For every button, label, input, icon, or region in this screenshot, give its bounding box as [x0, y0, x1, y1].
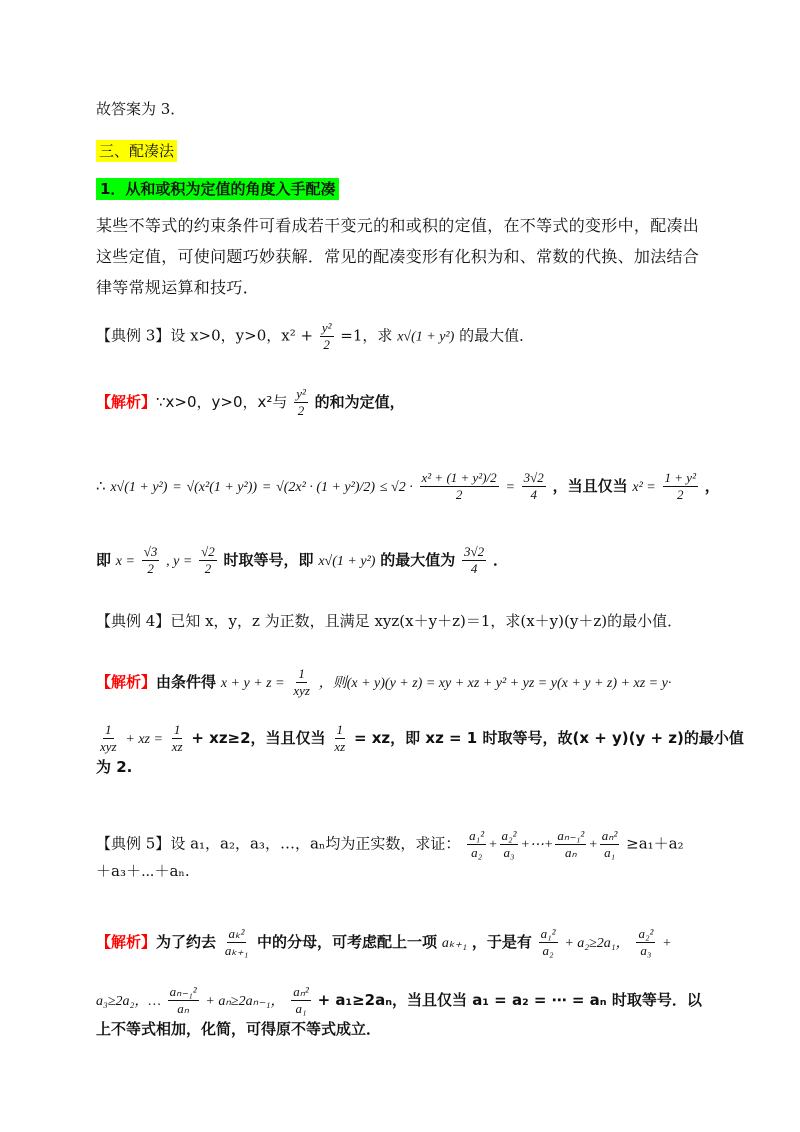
fraction-denominator: a₃	[640, 943, 652, 958]
fraction-1-over-xz	[170, 722, 185, 755]
fraction-numerator: a₁²	[540, 926, 556, 941]
chain-expression-2: √(x²(1 + y²))	[186, 480, 258, 495]
fraction-numerator: x² + (1 + y²)/2	[421, 470, 497, 485]
dots: +⋯+	[520, 837, 554, 853]
fraction-numerator: aₖ²	[228, 926, 245, 941]
fraction-denominator: aₖ₊₁	[224, 943, 249, 958]
condition-lhs: x² =	[632, 480, 656, 495]
example-5-text-b: ≥a₁＋a₂	[626, 834, 684, 853]
fraction-denominator: xyz	[293, 683, 310, 698]
section-heading-text: 三、配凑法	[96, 140, 177, 162]
fraction-denominator: a₂	[471, 845, 483, 860]
fraction-denominator: 2	[455, 487, 463, 502]
fraction-numerator: y²	[296, 386, 306, 401]
example-3-expression: x√(1 + y²)	[397, 329, 455, 345]
period: ．	[492, 551, 508, 569]
solution-4-line-1	[96, 666, 671, 699]
equals-sign: =	[261, 480, 272, 495]
subsection-heading	[96, 178, 339, 200]
fraction-denominator: aₙ	[177, 1001, 189, 1016]
line-2-b: + aₙ≥2aₙ₋₁，	[205, 994, 285, 1009]
fraction-numerator: aₙ₋₁²	[557, 828, 585, 843]
example-3	[96, 320, 534, 353]
y-value: , y =	[166, 554, 193, 569]
fraction-denominator: 2	[297, 403, 305, 418]
equals-sign: =	[505, 480, 515, 495]
equals-sign: =	[172, 480, 182, 495]
solution-4-line-2	[96, 722, 744, 755]
term-fraction	[600, 828, 620, 861]
fraction-denominator: aₙ	[565, 845, 577, 860]
fraction-numerator: √2	[201, 544, 215, 559]
solution-5-line-2	[96, 984, 702, 1017]
line-3-mid: 时取等号，即	[223, 551, 314, 569]
example-3-text-a: 设 x>0，y>0，x² +	[170, 326, 314, 345]
fraction-numerator: 1	[336, 722, 344, 737]
solution-3-line-2	[96, 470, 720, 503]
solution-3-line-3	[96, 544, 508, 577]
line-2-a: + xz =	[125, 732, 163, 747]
an1-fraction	[168, 984, 199, 1017]
term-fraction	[555, 828, 586, 861]
result-fraction	[522, 470, 546, 503]
intro-paragraph	[96, 210, 700, 303]
fraction-numerator: a₂²	[501, 828, 517, 843]
fraction-denominator: 4	[470, 561, 478, 576]
example-4	[96, 610, 682, 632]
solution-3-tag: 【解析】	[96, 393, 157, 411]
fraction-numerator: 3√2	[523, 470, 544, 485]
fraction-denominator: a₁	[295, 1001, 307, 1016]
solution-3-fraction	[294, 386, 308, 419]
fraction-denominator: xz	[171, 739, 183, 754]
x-value: x =	[115, 554, 135, 569]
chain-expression-3: √(2x² · (1 + y²)/2)	[276, 480, 376, 495]
big-fraction	[420, 470, 499, 503]
example-4-text: 已知 x，y，z 为正数，且满足 xyz(x＋y＋z)＝1，求(x＋y)(y＋z)的最小值．	[170, 612, 683, 630]
solution-5-text-d: + a₂≥2a₁，	[564, 936, 630, 951]
fraction-denominator: xz	[334, 739, 346, 754]
fraction-denominator: xyz	[100, 739, 117, 754]
max-fraction	[462, 544, 486, 577]
solution-5-tag: 【解析】	[96, 933, 157, 951]
solution-5-text-b: 中的分母，可考虑配上一项	[257, 933, 438, 951]
le-symbol: ≤ √2 ·	[379, 480, 413, 495]
solution-4-fraction	[291, 666, 312, 699]
example-5-tag: 【典例 5】	[96, 834, 171, 853]
fraction-denominator: a₃	[503, 845, 515, 860]
fraction-denominator: 2	[204, 561, 212, 576]
ak1-term: aₖ₊₁	[441, 936, 468, 951]
solution-5-text-c: ，于是有	[471, 933, 532, 951]
fraction-numerator: y²	[321, 320, 332, 335]
a2-fraction	[636, 926, 655, 959]
fraction-numerator: 1	[105, 722, 112, 737]
solution-5-line-1	[96, 926, 672, 959]
example-5-line-2: ＋a₃＋⋯＋aₙ.	[96, 862, 190, 880]
comma: ，	[704, 477, 720, 495]
fraction-numerator: aₙ₋₁²	[169, 984, 197, 999]
example-3-tag: 【典例 3】	[96, 326, 171, 345]
solution-4-tag: 【解析】	[96, 673, 157, 691]
fraction-numerator: aₙ²	[601, 828, 618, 843]
term-fraction	[500, 828, 519, 861]
example-5-line-1	[96, 828, 684, 861]
line-prefix: 即	[96, 551, 112, 569]
line-2-c: = xz，即 xz = 1 时取等号，故(x + y)(y + z)的最小值	[353, 729, 744, 747]
solution-5-line-3	[96, 1018, 381, 1040]
when-text: ，当且仅当	[552, 477, 628, 495]
fraction-denominator: a₂	[542, 943, 554, 958]
fraction-denominator: 2	[147, 561, 154, 576]
plus-sign: +	[588, 837, 598, 853]
fraction-denominator: 2	[677, 487, 684, 502]
solution-3-text-a: ∵x>0，y>0，x²与	[156, 393, 288, 411]
example-3-fraction	[320, 320, 334, 353]
intro-line: 某些不等式的约束条件可看成若干变元的和或积的定值，在不等式的变形中，配凑出	[96, 216, 700, 235]
example-3-text-c: 的最大值．	[459, 326, 535, 345]
fraction-numerator: 1	[173, 722, 181, 737]
fraction-denominator: 2	[323, 337, 330, 352]
fraction-numerator: 1	[298, 666, 305, 681]
solution-3-line-1	[96, 386, 405, 419]
line-2-a: a₃≥2a₂，…	[96, 994, 161, 1009]
intro-line: 这些定值，可使问题巧妙获解．常见的配凑变形有化积为和、常数的代换、加法结合	[96, 247, 700, 266]
line-2-c: + a₁≥2aₙ，当且仅当 a₁ = a₂ = ⋯ = aₙ 时取等号．以	[317, 991, 702, 1009]
fraction-denominator: a₁	[604, 845, 616, 860]
line-3-expression: x√(1 + y²)	[318, 554, 376, 569]
chain-expression-1: x√(1 + y²)	[110, 480, 168, 495]
line-3-text: 为 2.	[96, 758, 133, 776]
therefore-symbol: ∴	[96, 477, 106, 495]
fraction-1-over-xz	[332, 722, 347, 755]
fraction-1-over-xyz	[98, 722, 119, 755]
solution-4-lhs: x + y + z =	[220, 676, 285, 691]
subsection-heading-text: 1．从和或积为定值的角度入手配凑	[96, 178, 339, 200]
ak-fraction	[223, 926, 250, 959]
example-4-tag: 【典例 4】	[96, 612, 171, 630]
line-3-text: 上不等式相加，化简，可得原不等式成立．	[96, 1020, 382, 1038]
fraction-numerator: a₁²	[469, 828, 485, 843]
plus-sign: +	[662, 936, 672, 951]
example-5-text-a: 设 a₁，a₂，a₃，…，aₙ均为正实数，求证：	[170, 834, 461, 853]
a1-fraction	[539, 926, 558, 959]
fraction-numerator: √3	[143, 544, 158, 559]
term-fraction	[467, 828, 486, 861]
answer-line: 故答案为 3．	[96, 100, 186, 118]
solution-3-text-b: 的和为定值，	[314, 393, 405, 411]
y-fraction	[199, 544, 217, 577]
section-heading	[96, 140, 177, 162]
an-fraction	[291, 984, 311, 1017]
fraction-numerator: 1 + y²	[664, 470, 696, 485]
line-3-max-text: 的最大值为	[380, 551, 456, 569]
fraction-numerator: a₂²	[638, 926, 654, 941]
example-3-text-b: =1，求	[340, 326, 393, 345]
fraction-denominator: 4	[530, 487, 537, 502]
solution-5-text-a: 为了约去	[156, 933, 217, 951]
x-fraction	[142, 544, 160, 577]
solution-4-text-a: 由条件得	[156, 673, 217, 691]
solution-4-line-3	[96, 756, 132, 778]
plus-sign: +	[488, 837, 498, 853]
fraction-numerator: 3√2	[464, 544, 485, 559]
solution-4-text-b: ，则(x + y)(y + z) = xy + xz + y² + yz = y(x + y + z) + xz = y·	[318, 676, 672, 691]
fraction-numerator: aₙ²	[293, 984, 309, 999]
line-2-b: + xz≥2，当且仅当	[191, 729, 326, 747]
intro-line: 律等常规运算和技巧．	[96, 278, 260, 297]
condition-fraction	[663, 470, 698, 503]
